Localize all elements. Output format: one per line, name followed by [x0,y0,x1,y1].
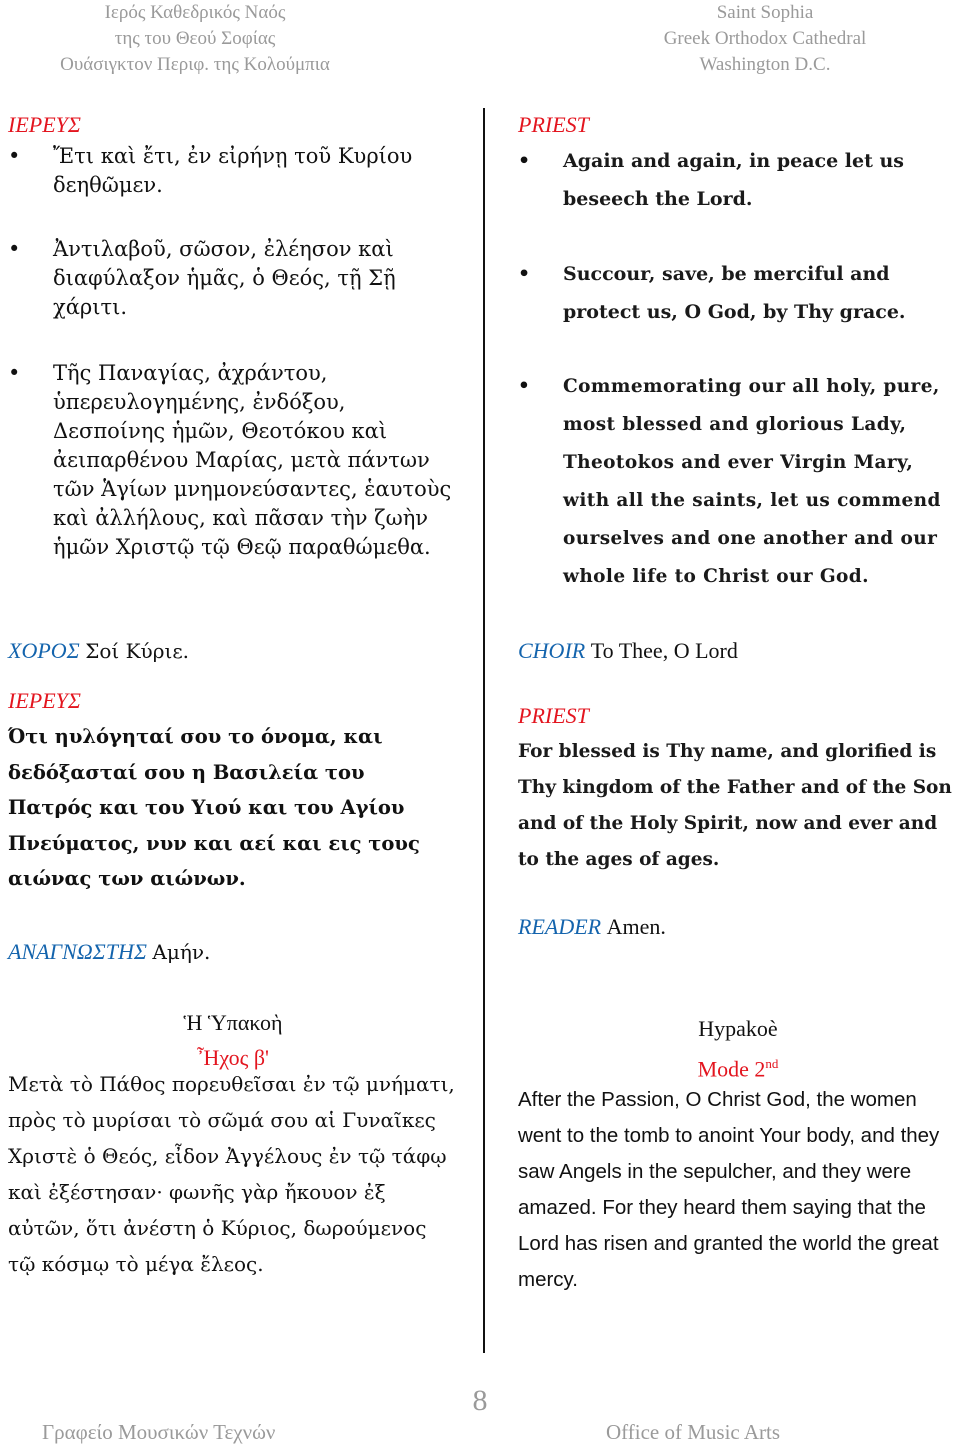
greek-choir-label: ΧΟΡΟΣ [8,638,80,663]
greek-litany-list [8,235,438,322]
english-choir-label: CHOIR [518,638,586,663]
greek-litany-text: Ἔτι καὶ ἔτι, ἐν εἰρήνῃ τοῦ Κυρίου δεηθῶμεν. [53,144,413,197]
header-greek-line-3: Ουάσιγκτον Περιφ. της Κολούμπια [60,54,330,75]
english-reader-line [518,914,666,940]
english-reader-label: READER [518,914,602,939]
header-greek [0,0,390,78]
greek-priest-label-2: ΙΕΡΕΥΣ [8,688,81,713]
english-litany-item [518,255,958,331]
english-litany-text: Succour, save, be merciful and protect us, O God, by Thy grace. [563,263,906,323]
header-english [600,0,930,78]
header-english-line-2: Greek Orthodox Cathedral [663,28,867,49]
english-priest-label-2: PRIEST [518,703,589,728]
greek-litany-text: Ἀντιλαβοῦ, σῶσον, ἐλέησον καὶ διαφύλαξον ἡμᾶς, ὁ Θεός, τῇ Σῇ χάριτι. [53,237,396,319]
english-litany-list [518,142,960,218]
footer-greek: Γραφείο Μουσικών Τεχνών [42,1420,276,1444]
greek-reader-response: Αμήν. [152,940,211,964]
greek-hymn-mode: Ἦχος β' [197,1045,269,1070]
english-exclamation: For blessed is Thy name, and glorified is Thy kingdom of the Father and of the Son and of the Holy Spirit, now and ever and to the ages of ages. [518,741,952,870]
greek-litany-list [8,142,448,200]
footer-english: Office of Music Arts [606,1420,780,1444]
english-hymn-title: Hypakoè [698,1016,778,1041]
english-litany-list [518,255,958,331]
greek-choir-response: Σοί Κύριε. [85,639,190,663]
header-english-line-3: Washington D.C. [699,54,831,75]
column-divider [483,108,485,1353]
english-litany-list [518,368,948,596]
page-number: 8 [472,1384,488,1417]
greek-litany-item [8,359,456,562]
greek-reader-label: ΑΝΑΓΝΩΣΤΗΣ [8,939,147,964]
greek-litany-text: Τῆς Παναγίας, ἀχράντου, ὑπερευλογημένης, ἐνδόξου, Δεσποίνης ἡμῶν, Θεοτόκου καὶ ἀειπαρθένου Μαρίας, μετὰ πάντων τῶν Ἁγίων μνημονεύσαντες, ἑαυτοὺς καὶ ἀλλήλους, καὶ πᾶσαν τὴν ζωὴν ἡμῶν Χριστῷ τῷ Θεῷ παραθώμεθα. [53,361,452,559]
english-choir-line [518,638,738,664]
greek-hymn-title: Ἡ Ὑπακοὴ [183,1010,283,1035]
english-litany-item [518,368,948,596]
english-hymn-mode-suffix: nd [765,1056,779,1071]
greek-choir-line [8,638,189,664]
greek-litany-list [8,359,456,562]
header-english-line-1: Saint Sophia [716,2,814,23]
english-litany-text: Again and again, in peace let us beseech the Lord. [563,150,904,210]
english-reader-response: Amen. [606,914,666,939]
english-litany-item [518,142,960,218]
greek-exclamation: Ότι ηυλόγηταί σου το όνομα, και δεδόξασταί σου η Βασιλεία του Πατρός και του Υιού και του Αγίου Πνεύματος, νυν και αεί και εις τους αιώνας των αιώνων. [8,725,420,890]
greek-reader-line [8,939,210,965]
header-greek-line-1: Ιερός Καθεδρικός Ναός [104,2,286,23]
greek-litany-item [8,235,438,322]
greek-litany-item [8,142,448,200]
header-greek-line-2: της του Θεού Σοφίας [114,28,276,49]
english-hymn-mode [508,1046,960,1086]
english-choir-response: To Thee, O Lord [590,638,738,663]
greek-priest-label-1: ΙΕΡΕΥΣ [8,112,81,137]
english-hymn-mode-text: Mode 2 [697,1056,766,1082]
greek-hymn-text: Μετὰ τὸ Πάθος πορευθεῖσαι ἐν τῷ μνήματι, πρὸς τὸ μυρίσαι τὸ σῶμά σου αἱ Γυναῖκες Χριστὲ ὁ Θεός, εἶδον Ἀγγέλους ἐν τῷ τάφῳ καὶ ἐξέστησαν· φωνῆς γὰρ ἤκουον ἐξ αὐτῶν, ὅτι ἀνέστη ὁ Κύριος, δωρούμενος τῷ κόσμῳ τὸ μέγα ἔλεος. [8,1072,455,1276]
english-priest-label-1: PRIEST [518,112,589,137]
english-litany-text: Commemorating our all holy, pure, most blessed and glorious Lady, Theotokos and ever Virgin Mary, with all the saints, let us commend ourselves and one another and our whole life to Christ our God. [563,376,941,587]
english-hymn-text: After the Passion, O Christ God, the women went to the tomb to anoint Your body, and they saw Angels in the sepulcher, and they were amazed. For they heard them saying that the Lord has risen and granted the world the great mercy. [518,1088,940,1291]
